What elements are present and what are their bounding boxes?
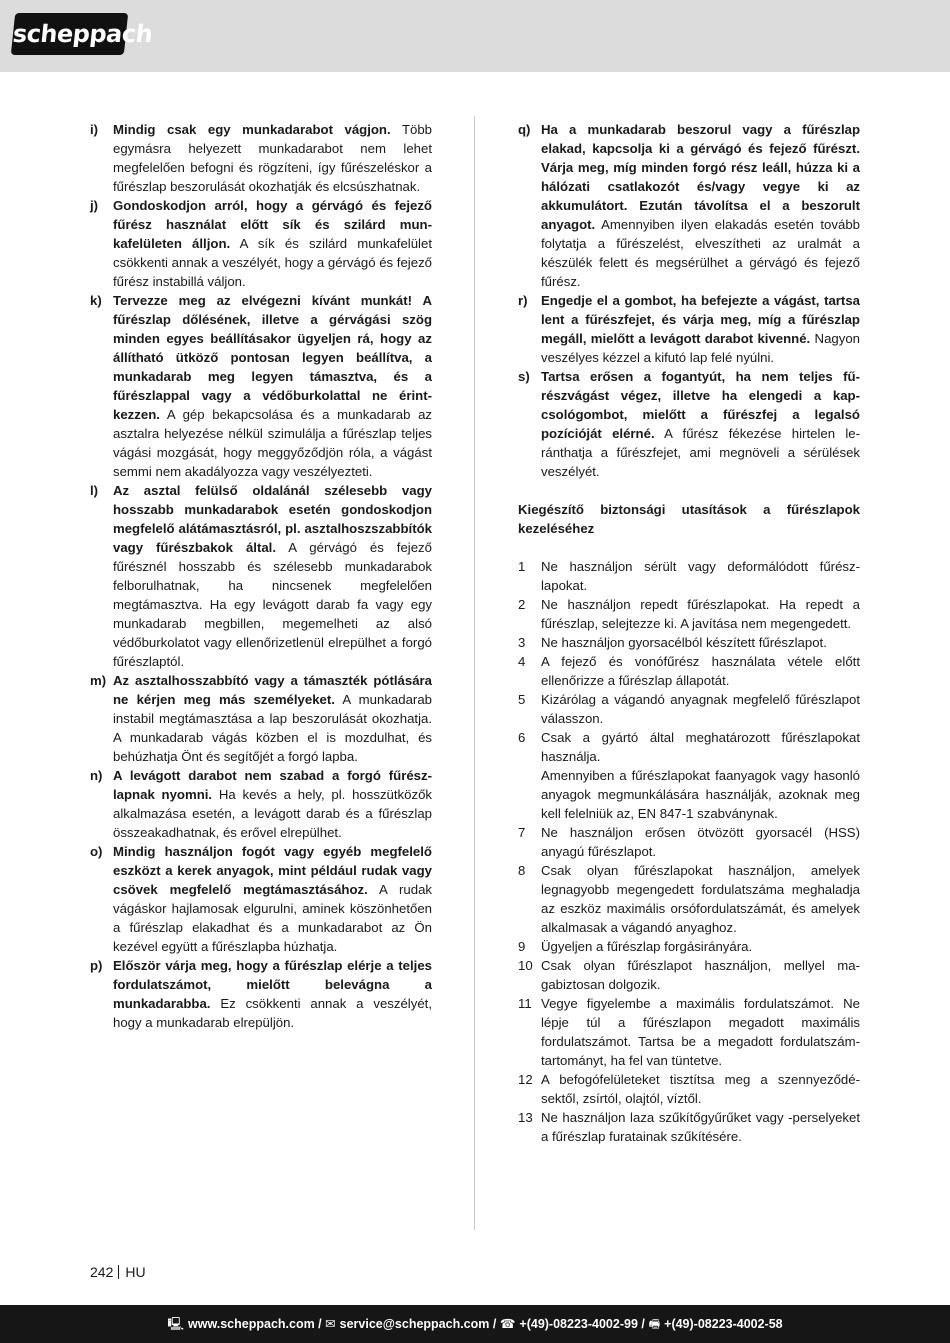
item-marker: m)	[90, 673, 107, 688]
numbered-list	[518, 557, 860, 1146]
item-marker: k)	[90, 293, 102, 308]
page-footer-number	[90, 1264, 146, 1280]
numbered-item	[518, 861, 860, 937]
item-body	[113, 120, 432, 196]
item-bold-text: Tartsa erősen a fogantyút, ha nem teljes fűrészvágást végez, illetve ha elengedi a kapcsológombot, mielőtt a fűrészfej a legalsó pozícióját elérné.	[541, 369, 860, 441]
item-body	[541, 690, 860, 728]
item-text: Amennyiben ilyen elakadás esetén tovább folytatja a fűrészelést, elveszítheti az uralmát a készülék felett és megsérülhet a gérvágó és fejező fűrész.	[541, 217, 860, 289]
item-body	[541, 120, 860, 291]
item-bold-text: A levágott darabot nem szabad a forgó fűrészlapnak nyomni.	[113, 768, 432, 802]
right-column	[518, 120, 860, 1146]
item-text: Nagyon veszélyes kézzel a kifutó lap felé nyúlni.	[541, 331, 860, 365]
scheppach-logo: scheppach	[11, 13, 128, 55]
item-text: A munkadarab instabil megtámasztása a lap beszorulását okozhatja. A munkadarab vágás közben el is mozdulhat, és behúzhatja Önt és segítőjét a forgó lapba.	[113, 692, 432, 764]
page-header	[0, 0, 950, 72]
mail-icon: ✉	[325, 1317, 336, 1331]
numbered-item	[518, 956, 860, 994]
item-body	[541, 956, 860, 994]
item-number: 10	[518, 958, 533, 973]
item-body	[113, 291, 432, 481]
item-text: Több egymásra helyezett munkadarabot nem lehet megfelelően befogni és rögzíteni, így fűrészeléskor a fűrészlap beszorulását okozhatják és elcsúszhatnak.	[113, 122, 432, 194]
item-text: Vegye figyelembe a maximális fordulatszámot. Ne lépje túl a fűrészlapon megadott maximális fordulatszámot. Tartsa be a megadott fordulatszám-tartományt, ha fel van tüntetve.	[541, 996, 860, 1068]
item-number: 6	[518, 730, 526, 745]
phone-icon: ☎	[499, 1317, 516, 1331]
item-body	[541, 1108, 860, 1146]
item-number: 13	[518, 1110, 533, 1125]
item-marker: r)	[518, 293, 528, 308]
item-text: Csak olyan fűrészlapokat használjon, amelyek legnagyobb megengedett fordulatszáma meghaladja az eszköz maximális orsófordulatszámát, és amelyek alkalmasak a vágandó anyaghoz.	[541, 863, 860, 935]
list-item	[90, 196, 432, 291]
numbered-item	[518, 1108, 860, 1146]
item-body	[541, 937, 860, 956]
list-item	[90, 766, 432, 842]
left-column	[90, 120, 432, 1032]
item-text: Ha kevés a hely, pl. hosszütközők alkalmazása esetén, a levágott darab és a fűrészlap összeakadhatnak, és erővel elrepülhet.	[113, 787, 432, 840]
item-number: 5	[518, 692, 526, 707]
item-body	[541, 291, 860, 367]
item-body	[541, 1070, 860, 1108]
item-body	[541, 728, 860, 823]
item-body	[113, 196, 432, 291]
item-bold-text: Mindig használjon fogót vagy egyéb megfelelő eszközt a kerek anyagok, mint például rudak vagy csövek megfelelő megtámasztásához.	[113, 844, 432, 897]
item-bold-text: Gondoskodjon arról, hogy a gérvágó és fejező fűrész használat előtt sík és szilárd munkafelületen álljon.	[113, 198, 432, 251]
item-text: A gérvágó és fejező fűrésznél hosszabb és szélesebb munkadarabok felborulhatnak, ha nincsenek megfelelően megtámasztva. Ha egy levágott darab fa vagy egy munkadarab megbillen, megemelheti az alsó védőburkolatot vagy ellenőrizetlenül elrepülhet a forgó fűrészlaptól.	[113, 540, 432, 669]
item-body	[541, 557, 860, 595]
item-text: Ne használjon repedt fűrészlapokat. Ha repedt a fűrészlap, selejtezze ki. A javítása nem megengedett.	[541, 597, 860, 631]
item-text: A gép bekapcsolása és a munkadarab az asztalra helyezése nélkül szimulálja a fűrészlap teljes vágási mozgását, hogy meggyőződjön róla, a vágást semmi nem akadályozza vagy veszélyezteti.	[113, 407, 432, 479]
item-number: 2	[518, 597, 526, 612]
item-body	[541, 823, 860, 861]
numbered-item	[518, 633, 860, 652]
item-text: Ez csökkenti annak a veszélyét, hogy a munkadarab elrepüljön.	[113, 996, 432, 1030]
item-text: A befogófelületeket tisztítsa meg a szennyeződésektől, zsírtól, olajtól, víztől.	[541, 1072, 860, 1106]
item-text: Ne használjon erősen ötvözött gyorsacél (HSS) anyagú fűrészlapot.	[541, 825, 860, 859]
item-text: A fejező és vonófűrész használata vétele előtt ellenőrizze a fűrészlap állapotát.	[541, 654, 860, 688]
email-link[interactable]: service@scheppach.com /	[339, 1317, 497, 1331]
list-item	[90, 956, 432, 1032]
item-bold-text: Ha a munkadarab beszorul vagy a fűrészlap elakad, kapcsolja ki a gérvágó és fejező fűrészt. Várja meg, míg minden forgó rész leáll, húzza ki a hálózati csatlakozót és/vagy vegye ki az akkumulátort. Ezután távolítsa el a beszorult anyagot.	[541, 122, 860, 232]
section-heading: Kiegészítő biztonsági utasítások a fűrészlapok kezeléséhez	[518, 502, 860, 536]
numbered-item	[518, 1070, 860, 1108]
numbered-item	[518, 728, 860, 823]
item-bold-text: Engedje el a gombot, ha befejezte a vágást, tartsa lent a fűrészfejet, és várja meg, míg a fűrészlap megáll, mielőtt a levágott darabot kivenné.	[541, 293, 860, 346]
list-item	[518, 367, 860, 481]
item-body	[113, 842, 432, 956]
list-item	[90, 842, 432, 956]
item-text: Csak olyan fűrészlapot használjon, mellyel magabiztosan dolgozik.	[541, 958, 860, 992]
item-number: 9	[518, 939, 526, 954]
numbered-item	[518, 690, 860, 728]
numbered-item	[518, 557, 860, 595]
item-body	[541, 633, 860, 652]
item-number: 4	[518, 654, 526, 669]
numbered-item	[518, 595, 860, 633]
item-marker: q)	[518, 122, 531, 137]
item-marker: l)	[90, 483, 99, 498]
item-text: A rudak vágáskor hajlamosak elgurulni, aminek köszönhetően a fűrészlap elakadhat és a munkadarabot az Ön kezével együtt a fűrészlapba húzhatja.	[113, 882, 432, 954]
item-bold-text: Mindig csak egy munkadarabot vágjon.	[113, 122, 391, 137]
numbered-item	[518, 937, 860, 956]
item-bold-text: Először várja meg, hogy a fűrészlap elérje a teljes fordulatszámot, mielőtt belevágna a munkadarabba.	[113, 958, 432, 1011]
item-body	[541, 652, 860, 690]
column-divider	[474, 116, 475, 1230]
item-bold-text: Az asztalhosszabbító vagy a támaszték pótlására ne kérjen meg más személyeket.	[113, 673, 432, 707]
item-extra-text: Amennyiben a fűrészlapokat faanyagok vagy hasonló anyagok megmunkálására használják, azoknak meg kell felelniük az, EN 847-1 szabványnak.	[541, 768, 860, 821]
list-item	[90, 120, 432, 196]
item-number: 8	[518, 863, 526, 878]
item-body	[541, 994, 860, 1070]
item-number: 12	[518, 1072, 533, 1087]
item-bold-text: Az asztal felülső oldalánál szélesebb vagy hosszabb munkadarabok esetén gondoskodjon megfelelő alátámasztásról, pl. asztalhoszszabbítók vagy fűrészbakok által.	[113, 483, 432, 555]
item-body	[113, 766, 432, 842]
item-text: Ne használjon gyorsacélból készített fűrészlapot.	[541, 635, 827, 650]
contact-bar	[0, 1305, 950, 1343]
list-item	[90, 291, 432, 481]
list-item	[90, 671, 432, 766]
item-number: 1	[518, 559, 526, 574]
item-body	[113, 671, 432, 766]
item-marker: j)	[90, 198, 99, 213]
item-text: Kizárólag a vágandó anyagnak megfelelő fűrészlapot válasszon.	[541, 692, 860, 726]
item-text: A sík és szilárd munkafelület csökkenti annak a veszélyét, hogy a gérvágó és fejező fűrész instabillá váljon.	[113, 236, 432, 289]
item-body	[113, 956, 432, 1032]
item-number: 3	[518, 635, 526, 650]
fax-icon: 🖷	[648, 1317, 661, 1331]
website-link[interactable]: www.scheppach.com /	[188, 1317, 322, 1331]
numbered-item	[518, 994, 860, 1070]
item-text: A fűrész fékezése hirtelen leránthatja a fűrészfejet, ami megnöveli a sérülések veszélyét.	[541, 426, 860, 479]
item-text: Ne használjon sérült vagy deformálódott fűrészlapokat.	[541, 559, 860, 593]
separator-bar	[118, 1265, 119, 1279]
fax-number: +(49)-08223-4002-58	[664, 1317, 783, 1331]
numbered-item	[518, 652, 860, 690]
item-marker: n)	[90, 768, 103, 783]
item-body	[541, 367, 860, 481]
item-bold-text: Tervezze meg az elvégezni kívánt munkát! A fűrészlap dőlésének, illetve a gérvágási szög minden egyes beállításakor ügyeljen rá, hogy az állítható ütköző pontosan legyen beállítva, a munkadarab meg legyen támasztva, és a fűrészlappal vagy a védőburkolattal ne érintkezzen.	[113, 293, 432, 422]
list-item	[518, 291, 860, 367]
item-marker: i)	[90, 122, 99, 137]
item-body	[541, 595, 860, 633]
item-marker: o)	[90, 844, 103, 859]
list-item	[518, 120, 860, 291]
item-number: 7	[518, 825, 526, 840]
item-body	[541, 861, 860, 937]
item-number: 11	[518, 996, 532, 1011]
item-marker: p)	[90, 958, 103, 973]
right-safety-list	[518, 120, 860, 481]
item-body	[113, 481, 432, 671]
phone-number: +(49)-08223-4002-99 /	[519, 1317, 645, 1331]
list-item	[90, 481, 432, 671]
item-text: Ne használjon laza szűkítőgyűrűket vagy -perselyeket a fűrészlap furatainak szűkítésére.	[541, 1110, 860, 1144]
item-text: Csak a gyártó által meghatározott fűrészlapokat használja.	[541, 730, 860, 764]
numbered-item	[518, 823, 860, 861]
item-marker: s)	[518, 369, 530, 384]
item-text: Ügyeljen a fűrészlap forgásirányára.	[541, 939, 753, 954]
page-number: 242	[90, 1264, 114, 1280]
language-code: HU	[125, 1264, 146, 1280]
computer-icon: 🖳	[167, 1317, 185, 1331]
